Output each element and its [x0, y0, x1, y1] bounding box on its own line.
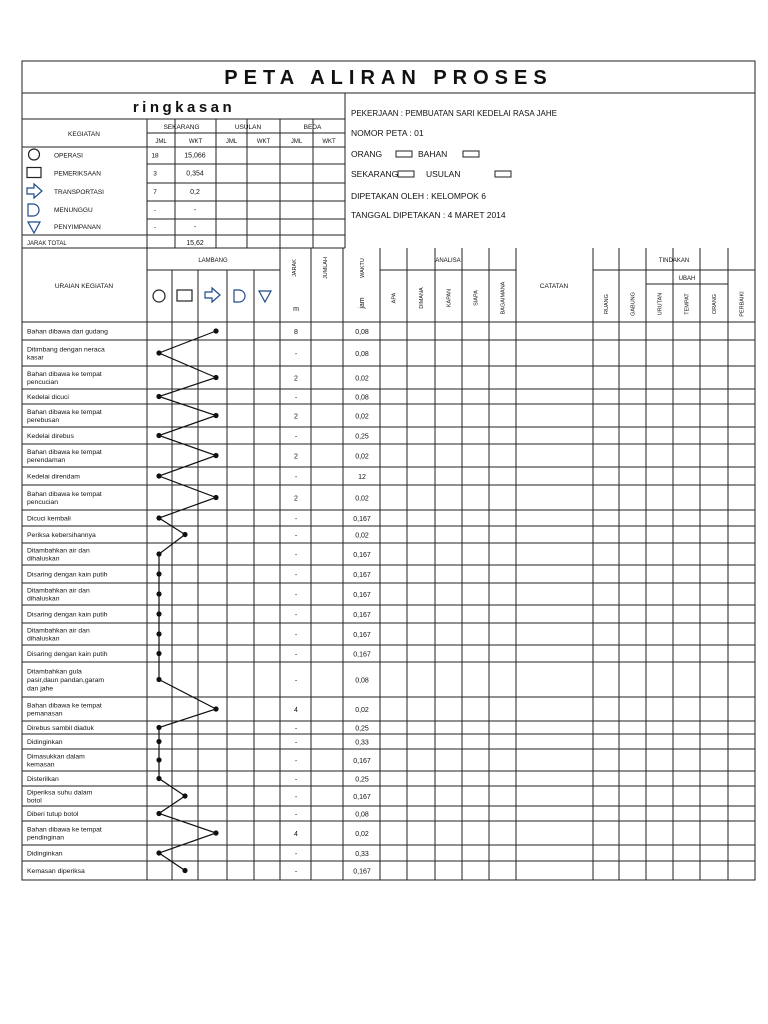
usulan-label: USULAN [426, 169, 461, 179]
analisa-col-kapan: KAPAN [446, 288, 453, 308]
jarak-value: - [294, 851, 298, 858]
jarak-value: - [294, 651, 298, 659]
summary-group-sekarang: SEKARANG [163, 124, 200, 131]
waktu-value: 0,33 [355, 851, 369, 858]
page-title: PETA ALIRAN PROSES [224, 67, 553, 89]
activity-label: Bahan dibawa ke tempat [27, 702, 102, 710]
circle-icon [29, 149, 40, 160]
summary-kegiatan-header: KEGIATAN [68, 131, 100, 138]
waktu-value: 12 [358, 474, 366, 481]
waktu-value: 0,167 [353, 794, 371, 801]
activity-label: Bahan dibawa ke tempat [27, 408, 102, 416]
waktu-unit: jam [359, 297, 366, 309]
activity-label: Ditimbang dengan neraca [27, 346, 105, 354]
orang-checkbox [396, 151, 412, 157]
summary-row-label: TRANSPORTASI [54, 189, 104, 196]
waktu-value: 0,08 [355, 811, 369, 819]
jarak-value: - [294, 394, 298, 402]
jarak-value: - [294, 433, 298, 441]
summary-row-wkt: - [193, 224, 197, 231]
summary-row-label: PEMERIKSAAN [54, 170, 101, 178]
jarak-value: - [294, 351, 298, 358]
orang-label: ORANG [351, 149, 383, 159]
nomor-peta-text: NOMOR PETA : 01 [351, 128, 424, 138]
jarak-value: - [294, 552, 298, 559]
tindakan-col-perbaiki: PERBAIKI [739, 291, 746, 317]
analisa-col-dimana: DIMANA [419, 287, 425, 309]
summary-row-wkt: 15,066 [184, 152, 206, 160]
jarak-value: - [294, 758, 298, 765]
activity-label: pencucian [27, 499, 58, 507]
jumlah-header: JUMLAH [323, 256, 329, 280]
jarak-value: - [294, 868, 298, 876]
activity-label: Bahan dibawa ke tempat [27, 370, 102, 378]
summary-group-usulan: USULAN [234, 124, 262, 131]
jarak-value: - [294, 677, 298, 685]
catatan-header: CATATAN [539, 283, 569, 290]
activity-label: Dimasukkan dalam [27, 753, 85, 761]
activity-label: Bahan dibawa ke tempat [27, 448, 102, 456]
summary-group-beda: BEDA [303, 124, 322, 131]
waktu-value: 0,08 [355, 351, 369, 358]
activity-label: botol [27, 797, 42, 805]
ubah-header: UBAH [678, 276, 696, 282]
tanggal-text: TANGGAL DIPETAKAN : 4 MARET 2014 [351, 210, 506, 220]
waktu-value: 0,167 [353, 651, 371, 659]
summary-row-wkt: 0,354 [186, 170, 204, 178]
tindakan-col-gabung: GABUNG [630, 292, 637, 316]
jarak-value: - [294, 776, 298, 784]
jarak-value: - [294, 516, 298, 523]
jarak-value: 2 [294, 413, 298, 421]
header-d-shape-icon [234, 290, 245, 302]
header-circle-icon [153, 290, 165, 302]
waktu-value: 0,25 [355, 725, 369, 733]
activity-label: perendaman [27, 457, 66, 465]
summary-row-jml: 18 [151, 152, 159, 160]
tindakan-col-tempat: TEMPAT [684, 293, 691, 315]
tindakan-col-urutan: URUTAN [657, 292, 664, 316]
waktu-header: WAKTU [360, 258, 366, 278]
analisa-col-siapa: SIAPA [473, 290, 480, 306]
pekerjaan-text: PEKERJAAN : PEMBUATAN SARI KEDELAI RASA JAHE [351, 109, 557, 118]
activity-label: pendinginan [27, 834, 65, 842]
usulan-checkbox [495, 171, 511, 177]
jarak-value: - [294, 632, 298, 639]
activity-label: Didinginkan [27, 850, 63, 858]
waktu-value: 0,08 [355, 394, 369, 402]
activity-label: Dicuci kembali [27, 515, 71, 523]
jarak-value: 4 [294, 831, 298, 838]
flow-line [159, 331, 216, 871]
waktu-value: 0,02 [355, 413, 369, 421]
summary-row-jml: 3 [153, 170, 157, 178]
activity-label: Periksa kebersihannya [27, 532, 96, 539]
activity-label: Disterilkan [27, 776, 59, 783]
waktu-value: 0,167 [353, 632, 371, 639]
rectangle-icon [27, 168, 41, 178]
outer-frame [22, 61, 755, 880]
activity-label: Disaring dengan kain putih [27, 651, 108, 658]
activity-label: pencucian [27, 379, 58, 387]
summary-row-label: PENYIMPANAN [54, 224, 101, 231]
waktu-value: 0,167 [353, 592, 371, 599]
tindakan-col-ruang: RUANG [604, 294, 610, 314]
activity-label: dihaluskan [27, 595, 60, 603]
summary-row-jml: - [153, 207, 157, 214]
waktu-value: 0,167 [353, 612, 371, 619]
waktu-value: 0,02 [355, 495, 369, 503]
jarak-header: JARAK [292, 259, 298, 277]
activity-label: Ditambahkan air dan [27, 587, 90, 595]
header-arrow-right-icon [205, 288, 220, 302]
jarak-unit: m [293, 306, 299, 313]
tindakan-col-orang: ORANG [712, 293, 718, 315]
waktu-value: 0,08 [355, 329, 369, 336]
activity-label: dihaluskan [27, 555, 60, 563]
activity-label: Diberi tutup botol [27, 811, 79, 818]
activity-label: pemanasan [27, 710, 63, 718]
activity-label: dihaluskan [27, 635, 60, 643]
sekarang-label: SEKARANG [351, 169, 399, 179]
waktu-value: 0,02 [355, 831, 369, 838]
jarak-value: 4 [294, 707, 298, 714]
activity-label: kemasan [27, 761, 55, 769]
header-triangle-down-icon [259, 291, 271, 302]
waktu-value: 0,167 [353, 552, 371, 559]
waktu-value: 0,167 [353, 758, 371, 765]
summary-subcol: WKT [188, 139, 203, 145]
summary-subcol: WKT [256, 139, 271, 145]
waktu-value: 0,167 [353, 516, 371, 523]
waktu-value: 0,25 [355, 776, 369, 784]
summary-subcol: JML [155, 139, 167, 145]
jarak-value: 2 [294, 375, 298, 383]
jarak-value: - [294, 739, 298, 747]
waktu-value: 0,02 [355, 707, 369, 714]
activity-label: Kemasan diperiksa [27, 868, 85, 875]
summary-row-label: MENUNGGU [54, 207, 93, 214]
analisa-header: ANALISA [435, 258, 461, 264]
jarak-total-label: JARAK TOTAL [27, 241, 67, 247]
activity-label: Kedelai direbus [27, 433, 74, 440]
header-rectangle-icon [177, 290, 192, 301]
waktu-value: 0,167 [353, 868, 371, 876]
jarak-value: - [294, 592, 298, 599]
activity-label: kasar [27, 354, 44, 362]
jarak-value: 8 [294, 329, 298, 336]
activity-label: Disaring dengan kain putih [27, 571, 108, 579]
activity-label: Bahan dibawa dari gudang [27, 328, 108, 336]
activity-label: Kedelai direndam [27, 473, 80, 481]
activity-label: Ditambahkan gula [27, 668, 82, 676]
waktu-value: 0,33 [355, 739, 369, 747]
bahan-label: BAHAN [418, 149, 448, 159]
summary-row-wkt: 0,2 [190, 189, 200, 196]
analisa-col-bagaimana: BAGAIMANA [500, 281, 507, 315]
summary-row-jml: - [153, 224, 157, 231]
arrow-right-icon [27, 184, 42, 198]
waktu-value: 0,02 [355, 453, 369, 461]
triangle-down-icon [28, 222, 40, 233]
waktu-value: 0,02 [355, 375, 369, 383]
jarak-value: - [294, 612, 298, 619]
activity-label: Ditambahkan air dan [27, 627, 90, 635]
summary-heading: ringkasan [132, 99, 236, 116]
waktu-value: 0,167 [353, 572, 371, 579]
lambang-header: LAMBANG [198, 258, 228, 264]
activity-label: Disaring dengan kain putih [27, 611, 108, 619]
bahan-checkbox [463, 151, 479, 157]
activity-label: Direbus sambil diaduk [27, 725, 94, 732]
dipetakan-oleh-text: DIPETAKAN OLEH : KELOMPOK 6 [351, 191, 486, 201]
summary-row-wkt: - [193, 207, 197, 214]
activity-label: Diperiksa suhu dalam [27, 789, 93, 797]
activity-label: pasir,daun pandan,garam [27, 677, 105, 684]
jarak-value: - [294, 725, 298, 733]
jarak-value: - [294, 532, 298, 540]
activity-label: Kedelai dicuci [27, 394, 69, 401]
jarak-value: - [294, 474, 298, 481]
activity-label: perebusan [27, 417, 60, 425]
activity-label: Bahan dibawa ke tempat [27, 490, 102, 498]
activity-label: Didinginkan [27, 739, 63, 746]
jarak-value: 2 [294, 453, 298, 461]
analisa-col-apa: APA [391, 292, 398, 304]
activity-label: Bahan dibawa ke tempat [27, 826, 102, 834]
activity-label: Ditambahkan air dan [27, 547, 90, 555]
tindakan-header: TINDAKAN [658, 258, 690, 264]
summary-subcol: JML [290, 139, 303, 145]
jarak-value: - [294, 572, 298, 579]
summary-row-label: OPERASI [54, 152, 83, 160]
activity-label: dan jahe [27, 685, 54, 693]
summary-subcol: JML [225, 139, 238, 145]
sekarang-checkbox [398, 171, 414, 177]
summary-row-jml: 7 [153, 189, 157, 196]
waktu-value: 0,08 [355, 677, 369, 685]
jarak-value: 2 [294, 495, 298, 503]
waktu-value: 0,02 [355, 532, 369, 540]
jarak-value: - [294, 794, 298, 801]
d-shape-icon [28, 204, 39, 216]
summary-subcol: WKT [322, 139, 336, 145]
jarak-value: - [294, 811, 298, 819]
uraian-header: URAIAN KEGIATAN [54, 283, 114, 290]
waktu-value: 0,25 [355, 433, 369, 441]
jarak-total-value: 15,62 [186, 240, 204, 247]
